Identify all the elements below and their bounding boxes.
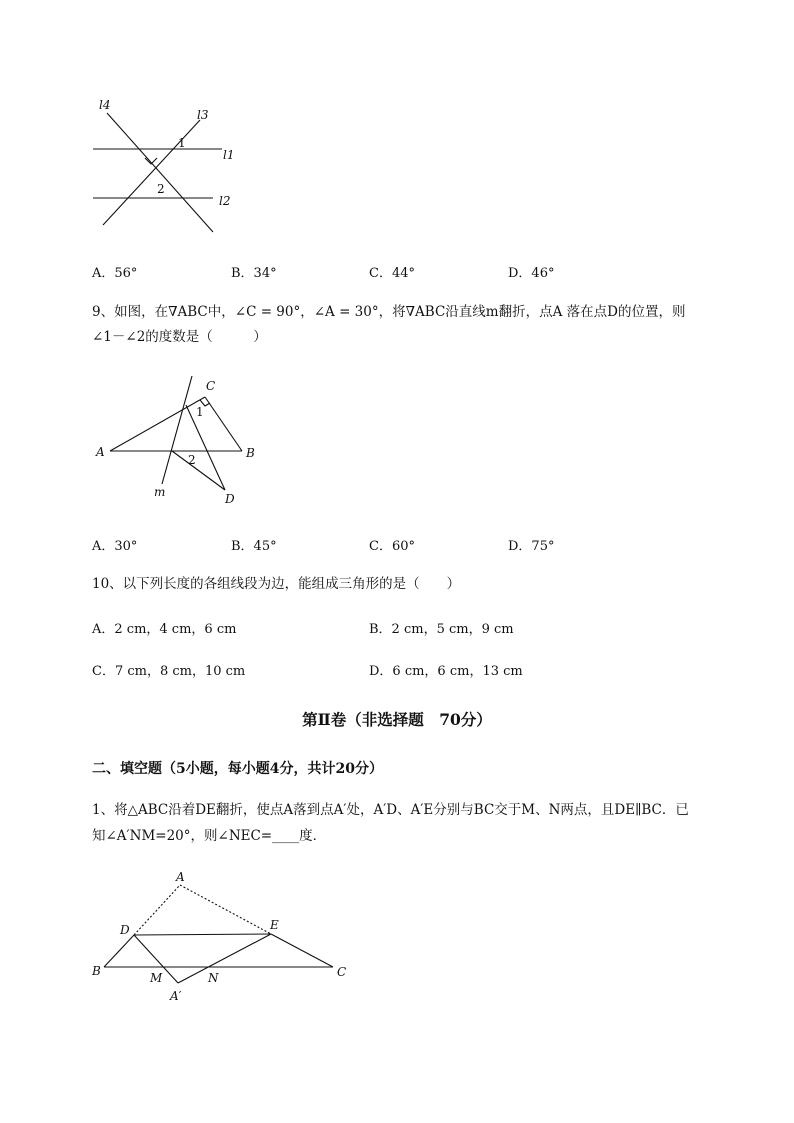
- label-a: A: [176, 870, 185, 884]
- segment-d-to-ab: [172, 451, 225, 490]
- q9-option-c[interactable]: C．60°: [369, 539, 415, 554]
- angle-2-label: 2: [157, 182, 165, 196]
- q9-triangle-figure: [92, 372, 272, 512]
- q8-option-a[interactable]: A．56°: [92, 266, 138, 281]
- fill1-stem-line1: 1、将△ABC沿着DE翻折，使点A落到点A′处，A′D、A′E分别与BC交于M、N两点，且DE∥BC．已: [92, 802, 689, 818]
- label-a: A: [96, 445, 105, 459]
- label-d: D: [225, 492, 235, 506]
- q9-stem-line2: ∠1－∠2的度数是（ ）: [92, 329, 267, 345]
- label-c: C: [206, 379, 216, 393]
- side-cb: [205, 397, 242, 451]
- label-n: N: [208, 971, 219, 985]
- line-m: [162, 376, 192, 484]
- side-ac: [110, 397, 205, 451]
- segment-ea-prime: [178, 934, 271, 983]
- label-e: E: [270, 918, 279, 932]
- q10-option-a[interactable]: A．2 cm，4 cm，6 cm: [92, 622, 237, 637]
- line-l4: [107, 113, 213, 232]
- label-b: B: [246, 446, 255, 460]
- label-d: D: [120, 923, 130, 937]
- label-l1: l1: [223, 148, 235, 162]
- label-b: B: [92, 964, 101, 978]
- fill1-fold-figure: [88, 868, 358, 1008]
- label-m: m: [154, 485, 166, 499]
- angle-1-label: 1: [196, 405, 204, 419]
- part2-title: 第Ⅱ卷（非选择题 70分）: [302, 710, 492, 729]
- q10-stem: 10、以下列长度的各组线段为边，能组成三角形的是（ ）: [92, 576, 461, 592]
- q8-option-c[interactable]: C．44°: [369, 266, 415, 281]
- side-bd: [104, 935, 134, 967]
- fill-section-heading: 二、填空题（5小题，每小题4分，共计20分）: [92, 761, 383, 777]
- q10-option-b[interactable]: B．2 cm，5 cm，9 cm: [369, 622, 514, 637]
- angle-1-label: 1: [178, 136, 186, 150]
- angle-2-label: 2: [188, 453, 196, 467]
- q8-option-d[interactable]: D．46°: [508, 266, 555, 281]
- segment-de: [134, 934, 271, 935]
- segment-ae-dotted: [180, 885, 271, 934]
- label-a-prime: A′: [170, 989, 182, 1003]
- label-l2: l2: [219, 194, 231, 208]
- label-c: C: [337, 965, 347, 979]
- q9-option-d[interactable]: D．75°: [508, 539, 555, 554]
- q10-option-c[interactable]: C．7 cm，8 cm，10 cm: [92, 664, 246, 679]
- q8-parallel-lines-figure: [85, 95, 255, 240]
- q10-option-d[interactable]: D．6 cm，6 cm，13 cm: [369, 664, 523, 679]
- label-l3: l3: [197, 108, 209, 122]
- q9-option-b[interactable]: B．45°: [231, 539, 277, 554]
- segment-da-dotted: [134, 885, 180, 935]
- q9-stem-line1: 9、如图，在∇ABC中，∠C = 90°，∠A = 30°，将∇ABC沿直线m翻折，点A 落在点D的位置，则: [92, 304, 686, 320]
- side-ec: [271, 934, 333, 967]
- fill1-stem-line2: 知∠A′NM=20°，则∠NEC=____度．: [92, 828, 327, 844]
- q8-option-b[interactable]: B．34°: [231, 266, 277, 281]
- label-m: M: [150, 971, 163, 985]
- label-l4: l4: [99, 98, 111, 112]
- q9-option-a[interactable]: A．30°: [92, 539, 138, 554]
